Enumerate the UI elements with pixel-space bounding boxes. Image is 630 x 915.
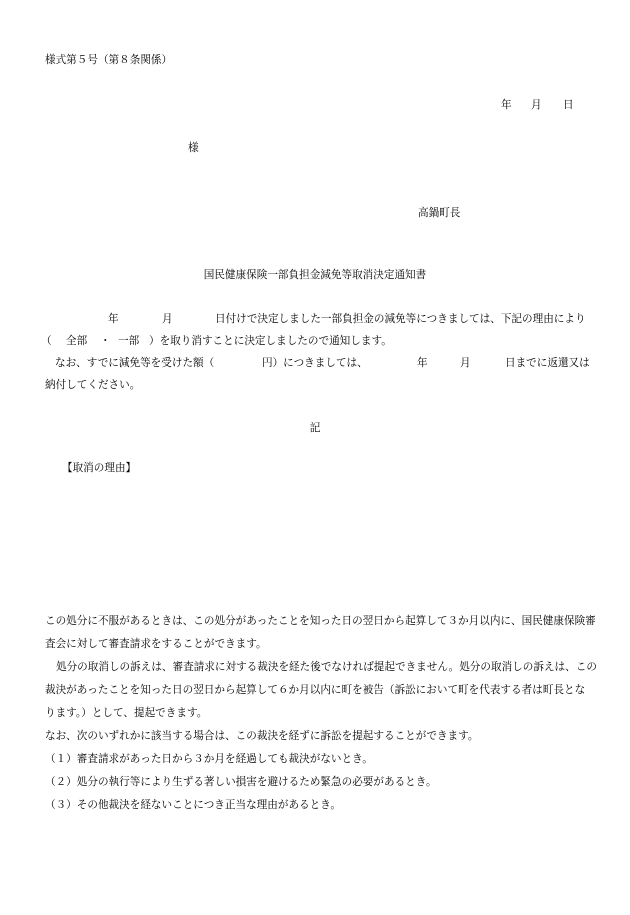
notes-line: ります。）として、提起できます。: [45, 707, 208, 719]
form-number: 様式第５号（第８条関係）: [45, 54, 173, 66]
date-year-label: 年: [501, 99, 512, 111]
refund-yen-text: 円）につきましては、: [262, 357, 368, 369]
issuer-name: 高鍋町長: [418, 207, 461, 219]
date-day-label: 日: [563, 99, 574, 111]
ki-heading: 記: [309, 422, 321, 434]
appeal-notes: [45, 610, 595, 817]
reason-heading: 【取消の理由】: [62, 462, 137, 474]
body-line-4: 納付してください。: [45, 379, 141, 391]
notes-line: （３）その他裁決を経ないことにつき正当な理由があるとき。: [45, 799, 341, 811]
refund-month-label: 月: [460, 357, 471, 369]
body-line-2-text: ）を取り消すことに決定しましたので通知します。: [149, 335, 392, 347]
notes-line: なお、次のいずれかに該当する場合は、この裁決を経ずに訴訟を提起することができます。: [45, 730, 479, 742]
option-open-paren: （: [41, 335, 52, 347]
notes-line: この処分に不服があるときは、この処分があったことを知った日の翌日から起算して３か月以内に、国民健康保険審: [45, 615, 596, 627]
notes-line: （１）審査請求があった日から３か月を経過しても裁決がないとき。: [45, 753, 373, 765]
refund-amount-prefix: なお、すでに減免等を受けた額（: [55, 357, 215, 369]
notes-line: （２）処分の執行等により生ずる著しい損害を避けるため緊急の必要があるとき。: [45, 776, 437, 788]
notes-line: 裁決があったことを知った日の翌日から起算して６か月以内に町を被告（訴訟において町を代表する者は町長とな: [45, 684, 586, 696]
notes-line: 査会に対して審査請求をすることができます。: [45, 638, 267, 650]
refund-year-label: 年: [417, 357, 428, 369]
decision-month-label: 月: [162, 313, 173, 325]
notes-line: 処分の取消しの訴えは、審査請求に対する裁決を経た後でなければ提起できません。処分の取消しの訴えは、この: [56, 661, 597, 673]
document-title: 国民健康保険一部負担金減免等取消決定通知書: [203, 269, 427, 281]
decision-year-label: 年: [108, 313, 119, 325]
date-month-label: 月: [531, 99, 542, 111]
option-separator: ・: [100, 335, 111, 347]
option-all: 全部: [66, 335, 88, 347]
option-part: 一部: [118, 335, 140, 347]
addressee-suffix: 様: [188, 142, 199, 154]
refund-deadline-suffix: 日までに返還又は: [505, 357, 590, 369]
body-line-1-text: 日付けで決定しました一部負担金の減免等につきましては、下記の理由により: [215, 313, 586, 325]
